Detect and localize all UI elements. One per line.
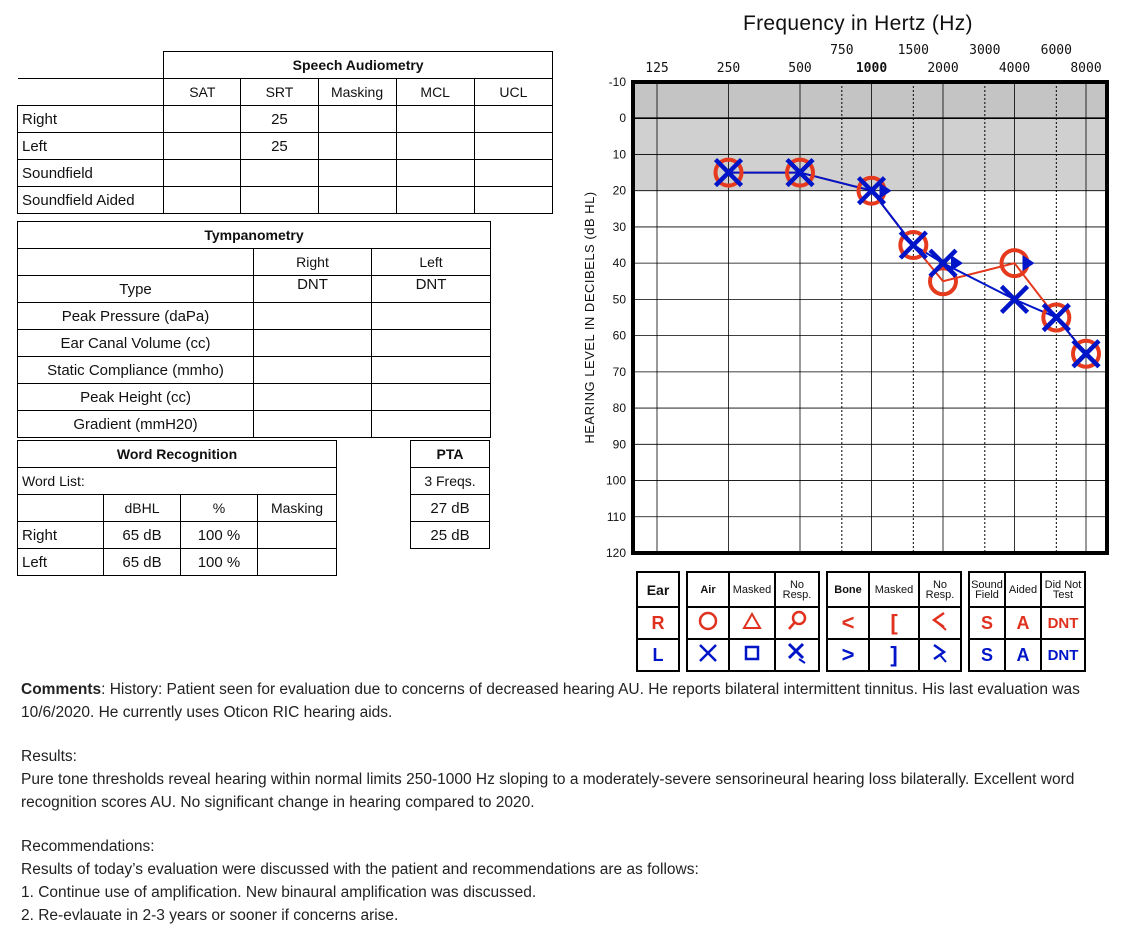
pta-right: 27 dB — [411, 495, 490, 522]
col-srt: SRT — [241, 79, 318, 106]
col-mcl: MCL — [396, 79, 474, 106]
left-bone-symbol: > — [827, 639, 869, 671]
table-row — [18, 411, 491, 438]
y-tick-label: 80 — [612, 401, 626, 416]
left-cell — [372, 384, 491, 411]
x-tick-label-inter: 6000 — [1040, 43, 1072, 58]
sat-cell — [164, 106, 241, 133]
recommendations-label: Recommendations: — [21, 838, 155, 855]
left-dnt-symbol: DNT — [1041, 639, 1085, 671]
srt-cell: 25 — [241, 133, 318, 160]
right-aided-symbol: A — [1005, 607, 1041, 639]
table-row — [18, 549, 337, 576]
right-soundfield-symbol: S — [969, 607, 1005, 639]
tympanometry-title: Tympanometry — [18, 222, 491, 249]
audiogram-title: Frequency in Hertz (Hz) — [743, 12, 973, 35]
table-row — [18, 522, 337, 549]
table-row — [18, 160, 553, 187]
word-list-label: Word List: — [18, 468, 337, 495]
col-right: Right — [254, 249, 372, 276]
ucl-cell — [474, 106, 552, 133]
x-tick-label: 500 — [788, 61, 812, 76]
table-row — [18, 187, 553, 214]
col-sat: SAT — [164, 79, 241, 106]
row-label: Peak Height (cc) — [18, 384, 254, 411]
sat-cell — [164, 160, 241, 187]
left-bone-masked-symbol: ] — [869, 639, 919, 671]
legend-noresp-header: No Resp. — [775, 572, 819, 607]
right-bone-masked-symbol: [ — [869, 607, 919, 639]
tympanometry-table — [17, 221, 490, 435]
srt-cell — [241, 160, 318, 187]
col-left: Left — [372, 249, 491, 276]
row-label: Left — [18, 549, 104, 576]
y-tick-label: 100 — [605, 473, 626, 488]
table-row — [18, 133, 553, 160]
x-tick-label: 1000 — [855, 61, 888, 76]
masking-cell — [318, 106, 396, 133]
comments-label: Comments — [21, 681, 102, 698]
right-dnt-symbol: DNT — [1041, 607, 1085, 639]
y-tick-label: 60 — [612, 328, 626, 343]
x-tick-label-inter: 1500 — [897, 43, 929, 58]
left-noresp-icon — [775, 639, 819, 671]
x-tick-label-inter: 3000 — [969, 43, 1001, 58]
legend-air-header: Air — [687, 572, 729, 607]
pta-method: 3 Freqs. — [411, 468, 490, 495]
x-tick-label: 2000 — [927, 61, 959, 76]
percent-cell: 100 % — [181, 522, 258, 549]
y-tick-label: 120 — [605, 546, 626, 560]
row-label: Right — [18, 106, 164, 133]
recommendation-item: 2. Re-evlauate in 2-3 years or sooner if concerns arise. — [21, 907, 399, 924]
row-label: Peak Pressure (daPa) — [18, 303, 254, 330]
legend-bone-noresp-header: No Resp. — [919, 572, 961, 607]
results-text: Pure tone thresholds reveal hearing within normal limits 250-1000 Hz sloping to a moderately-severe sensorineural hearing loss bilaterally. Excellent word recognition scores AU. No significant change in hearing compared to 2020. — [21, 771, 1075, 811]
right-noresp-icon — [775, 607, 819, 639]
legend-bone-header: Bone — [827, 572, 869, 607]
legend-right-label: R — [637, 607, 679, 639]
left-ear-bone-point — [1023, 255, 1035, 271]
y-tick-label: 30 — [612, 219, 626, 234]
legend-ear-header: Ear — [637, 572, 679, 607]
table-row — [18, 357, 491, 384]
legend-soundfield-header: Sound Field — [969, 572, 1005, 607]
srt-cell — [241, 187, 318, 214]
pta-title: PTA — [411, 441, 490, 468]
row-label: Soundfield — [18, 160, 164, 187]
masking-cell — [258, 522, 337, 549]
legend-dnt-header: Did Not Test — [1041, 572, 1085, 607]
right-cell — [254, 384, 372, 411]
y-tick-label: 110 — [606, 509, 626, 524]
ucl-cell — [474, 187, 552, 214]
srt-cell: 25 — [241, 106, 318, 133]
row-label: Soundfield Aided — [18, 187, 164, 214]
masking-cell — [318, 160, 396, 187]
x-tick-label: 4000 — [998, 61, 1031, 76]
masking-cell — [318, 187, 396, 214]
row-label: Left — [18, 133, 164, 160]
recommendations-intro: Results of today’s evaluation were discussed with the patient and recommendations are as follows: — [21, 861, 699, 878]
y-axis-label: HEARING LEVEL IN DECIBELS (dB HL) — [582, 191, 597, 444]
dbhl-cell: 65 dB — [104, 549, 181, 576]
mcl-cell — [396, 187, 474, 214]
left-soundfield-symbol: S — [969, 639, 1005, 671]
table-row — [18, 106, 553, 133]
legend-bone-masked-header: Masked — [869, 572, 919, 607]
table-row — [18, 330, 491, 357]
y-tick-label: 10 — [612, 147, 626, 162]
percent-cell: 100 % — [181, 549, 258, 576]
x-tick-label-inter: 750 — [830, 43, 854, 58]
recommendation-item: 1. Continue use of amplification. New binaural amplification was discussed. — [21, 884, 537, 901]
left-cell — [372, 411, 491, 438]
mcl-cell — [396, 106, 474, 133]
col-ucl: UCL — [474, 79, 552, 106]
pta-left: 25 dB — [411, 522, 490, 549]
left-bone-noresp-icon — [919, 639, 961, 671]
left-cell — [372, 330, 491, 357]
y-tick-label: 90 — [612, 437, 626, 452]
audiogram-chart — [574, 36, 1119, 566]
ucl-cell — [474, 160, 552, 187]
row-label: Type — [18, 276, 254, 303]
y-tick-label: -10 — [608, 75, 626, 89]
left-cell — [372, 303, 491, 330]
col-percent: % — [181, 495, 258, 522]
right-cell: DNT — [254, 276, 372, 303]
masking-cell — [258, 549, 337, 576]
row-label: Gradient (mmH20) — [18, 411, 254, 438]
col-dbhl: dBHL — [104, 495, 181, 522]
y-tick-label: 70 — [612, 364, 626, 379]
right-masked-triangle-icon — [729, 607, 775, 639]
x-tick-label: 250 — [716, 61, 741, 76]
right-bone-noresp-icon — [919, 607, 961, 639]
right-air-circle-icon — [687, 607, 729, 639]
legend-left-label: L — [637, 639, 679, 671]
x-tick-label: 125 — [645, 61, 669, 76]
y-tick-label: 0 — [619, 111, 626, 126]
results-label: Results: — [21, 748, 77, 765]
sat-cell — [164, 133, 241, 160]
legend-aided-header: Aided — [1005, 572, 1041, 607]
sat-cell — [164, 187, 241, 214]
y-tick-label: 50 — [612, 292, 626, 307]
masking-cell — [318, 133, 396, 160]
right-cell — [254, 357, 372, 384]
table-row — [18, 276, 491, 303]
left-masked-square-icon — [729, 639, 775, 671]
pta-table — [410, 440, 490, 546]
comments-paragraph — [21, 678, 1121, 724]
col-masking: Masking — [318, 79, 396, 106]
left-cell — [372, 357, 491, 384]
row-label: Ear Canal Volume (cc) — [18, 330, 254, 357]
y-tick-label: 20 — [612, 183, 626, 198]
shade-top-band — [633, 82, 1107, 118]
col-masking: Masking — [258, 495, 337, 522]
legend-masked-header: Masked — [729, 572, 775, 607]
row-label: Right — [18, 522, 104, 549]
comments-section — [21, 678, 1121, 927]
left-air-x-icon — [687, 639, 729, 671]
y-tick-label: 40 — [612, 256, 626, 271]
table-row — [18, 303, 491, 330]
mcl-cell — [396, 160, 474, 187]
row-label: Static Compliance (mmho) — [18, 357, 254, 384]
right-cell — [254, 411, 372, 438]
left-cell: DNT — [372, 276, 491, 303]
right-cell — [254, 303, 372, 330]
speech-audiometry-title: Speech Audiometry — [164, 52, 553, 79]
right-bone-symbol: < — [827, 607, 869, 639]
comments-text: : History: Patient seen for evaluation due to concerns of decreased hearing AU. He reports bilateral intermittent tinnitus. His last evaluation was 10/6/2020. He currently uses Oticon RIC hearing aids. — [21, 681, 1080, 721]
x-tick-label: 8000 — [1070, 61, 1102, 76]
left-aided-symbol: A — [1005, 639, 1041, 671]
ucl-cell — [474, 133, 552, 160]
left-ear-bone-point — [951, 255, 963, 271]
symbol-legend — [636, 571, 1086, 672]
word-recognition-title: Word Recognition — [18, 441, 337, 468]
mcl-cell — [396, 133, 474, 160]
dbhl-cell: 65 dB — [104, 522, 181, 549]
right-cell — [254, 330, 372, 357]
word-recognition-table — [17, 440, 336, 571]
table-row — [18, 384, 491, 411]
speech-audiometry-table — [17, 51, 553, 210]
